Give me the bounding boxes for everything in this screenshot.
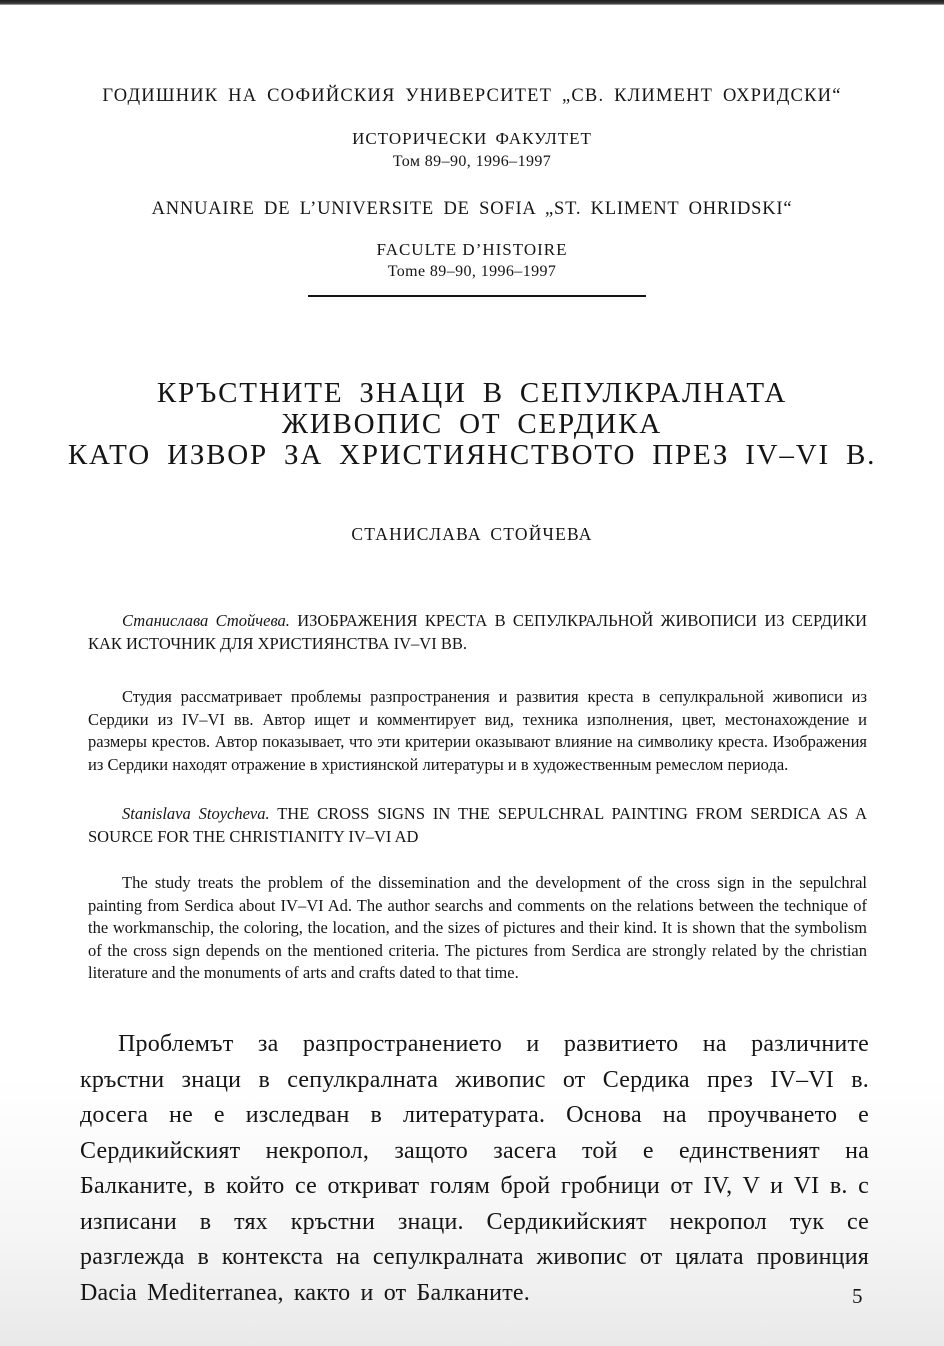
faculty-title-bg: ИСТОРИЧЕСКИ ФАКУЛТЕТ xyxy=(352,129,592,148)
abstract-en-heading-text: THE CROSS SIGNS IN THE SEPULCHRAL PAINTING FROM SERDICA AS A SOURCE FOR THE CHRISTIANITY IV–VI AD xyxy=(88,804,867,846)
abstract-en-body xyxy=(88,872,867,985)
article-title-line3: КАТО ИЗВОР ЗА ХРИСТИЯНСТВОТО ПРЕЗ IV–VI В. xyxy=(67,439,877,471)
page-number: 5 xyxy=(852,1284,863,1308)
article-title xyxy=(0,378,944,471)
main-body-paragraph: Проблемът за разпространението и развитието на различните кръстни знаци в сепулкралната живопис от Сердика през IV–VI в. досега не е изследван в литературата. Основа на проучването е Сердикийският некропол, защото засега той е единственият на Балканите, в който се откриват голям брой гробници от IV, V и VI в. с изписани в тях кръстни знаци. Сердикийският некропол тук се разглежда в контекста на сепулкралната живопис от цялата провинция Dacia Mediterranea, както и от Балканите. xyxy=(80,1031,869,1306)
header-divider-rule xyxy=(308,295,646,297)
main-body-text xyxy=(80,1027,869,1311)
journal-header xyxy=(0,86,944,281)
abstract-ru-heading xyxy=(88,610,867,655)
tome-line-fr: Tome 89–90, 1996–1997 xyxy=(387,263,557,280)
abstract-en-paragraph: The study treats the problem of the dissemination and the development of the cross sign in the sepulchral painting from Serdica about IV–VI Ad. The author searchs and comments on the relations between the technique of the workmanschip, the coloring, the location, and the sizes of pictures and their kind. It is shown that the symbolism of the cross sign depends on the mentioned criteria. The pictures from Serdica are strongly related by the christian literature and the monuments of arts and crafts dated to that time. xyxy=(88,873,867,982)
article-author: СТАНИСЛАВА СТОЙЧЕВА xyxy=(351,524,593,544)
abstract-ru-body xyxy=(88,686,867,776)
tome-line-bg: Том 89–90, 1996–1997 xyxy=(392,153,552,170)
abstract-en-heading xyxy=(88,803,867,848)
abstract-ru-author-name: Станислава Стойчева. xyxy=(122,611,290,630)
faculty-title-fr: FACULTE D’HISTOIRE xyxy=(376,240,568,259)
abstract-en-author-name: Stanislava Stoycheva. xyxy=(122,804,270,823)
article-title-line2: ЖИВОПИС ОТ СЕРДИКА xyxy=(281,408,662,440)
scan-top-edge xyxy=(0,0,944,5)
university-title-bg: ГОДИШНИК НА СОФИЙСКИЯ УНИВЕРСИТЕТ „СВ. КЛИМЕНТ ОХРИДСКИ“ xyxy=(102,86,842,106)
abstract-ru-heading-text: ИЗОБРАЖЕНИЯ КРЕСТА В СЕПУЛКРАЛЬНОЙ ЖИВОПИСИ ИЗ СЕРДИКИ КАК ИСТОЧНИК ДЛЯ ХРИСТИЯНСТВА IV–VI ВВ. xyxy=(88,611,867,653)
article-title-line1: КРЪСТНИТЕ ЗНАЦИ В СЕПУЛКРАЛНАТА xyxy=(156,377,788,409)
abstract-ru-paragraph: Студия рассматривает проблемы разпространения и развития креста в сепулкральной живописи из Сердики из IV–VI вв. Автор ищет и комментирует вид, техника изполнения, цвет, местонахождение и размеры крестов. Автор показывает, что эти критерии оказывают влияние на символику креста. Изображения из Сердики находят отражение в християнской литературы и в художественным ремеслом периода. xyxy=(88,687,867,774)
university-title-fr: ANNUAIRE DE L’UNIVERSITE DE SOFIA „ST. KLIMENT OHRIDSKI“ xyxy=(151,199,793,219)
